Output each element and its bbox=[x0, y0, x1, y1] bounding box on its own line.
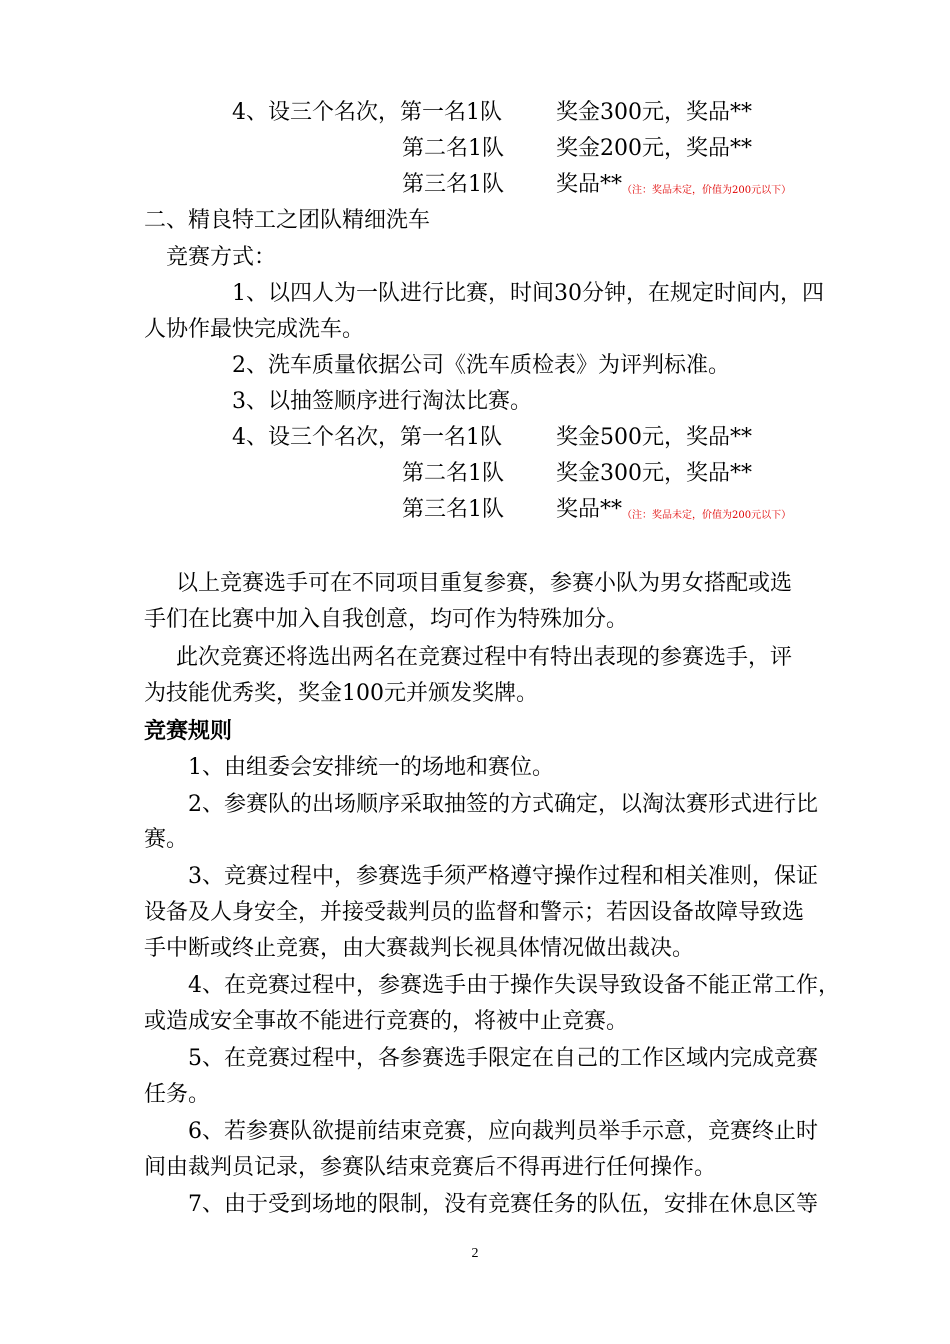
rule-3-c: 手中断或终止竞赛，由大赛裁判长视具体情况做出裁决。 bbox=[144, 936, 695, 961]
prize1-line2: 第二名1队 奖金200元，奖品** bbox=[402, 136, 752, 161]
rule-7-a: 7、由于受到场地的限制，没有竞赛任务的队伍，安排在休息区等 bbox=[188, 1192, 818, 1217]
prize1-line1: 4、设三个名次，第一名1队 奖金300元，奖品** bbox=[232, 100, 752, 125]
item3: 3、以抽签顺序进行淘汰比赛。 bbox=[232, 389, 532, 414]
item1-line-a: 1、以四人为一队进行比赛，时间30分钟，在规定时间内，四 bbox=[232, 281, 824, 306]
prize-note: （注：奖品未定，价值为200元以下） bbox=[622, 185, 792, 196]
rules-heading: 竞赛规则 bbox=[144, 718, 233, 744]
rule-3-a: 3、竞赛过程中，参赛选手须严格遵守操作过程和相关准则，保证 bbox=[188, 864, 818, 889]
rule-5-a: 5、在竞赛过程中，各参赛选手限定在自己的工作区域内完成竞赛 bbox=[188, 1046, 818, 1071]
item2: 2、洗车质量依据公司《洗车质检表》为评判标准。 bbox=[232, 353, 730, 378]
bonus-p2-a: 此次竞赛还将选出两名在竞赛过程中有特出表现的参赛选手，评 bbox=[176, 645, 793, 670]
page-number: 2 bbox=[471, 1246, 479, 1261]
rule-1: 1、由组委会安排统一的场地和赛位。 bbox=[188, 755, 554, 780]
rule-5-b: 任务。 bbox=[144, 1082, 211, 1107]
rule-6-b: 间由裁判员记录，参赛队结束竞赛后不得再进行任何操作。 bbox=[144, 1155, 717, 1180]
prize2-line1: 4、设三个名次，第一名1队 奖金500元，奖品** bbox=[232, 425, 752, 450]
prize2-line2: 第二名1队 奖金300元，奖品** bbox=[402, 461, 752, 486]
rule-2-b: 赛。 bbox=[144, 827, 189, 852]
method-label: 竞赛方式： bbox=[166, 245, 277, 270]
rule-6-a: 6、若参赛队欲提前结束竞赛，应向裁判员举手示意，竞赛终止时 bbox=[188, 1119, 818, 1144]
rule-4-b: 或造成安全事故不能进行竞赛的，将被中止竞赛。 bbox=[144, 1009, 629, 1034]
prize2-line3: 第三名1队 奖品**（注：奖品未定，价值为200元以下） bbox=[402, 497, 792, 522]
bonus-p1-b: 手们在比赛中加入自我创意，均可作为特殊加分。 bbox=[144, 607, 629, 632]
rule-3-b: 设备及人身安全，并接受裁判员的监督和警示；若因设备故障导致选 bbox=[144, 900, 805, 925]
item1-line-b: 人协作最快完成洗车。 bbox=[144, 317, 365, 342]
bonus-p2-b: 为技能优秀奖，奖金100元并颁发奖牌。 bbox=[144, 681, 538, 706]
bonus-p1-a: 以上竞赛选手可在不同项目重复参赛，参赛小队为男女搭配或选 bbox=[176, 571, 793, 596]
rule-2-a: 2、参赛队的出场顺序采取抽签的方式确定，以淘汰赛形式进行比 bbox=[188, 792, 818, 817]
section2-title: 二、精良特工之团队精细洗车 bbox=[144, 208, 431, 233]
rule-4-a: 4、在竞赛过程中，参赛选手由于操作失误导致设备不能正常工作， bbox=[188, 973, 840, 998]
prize-note: （注：奖品未定，价值为200元以下） bbox=[622, 510, 792, 521]
prize1-line3: 第三名1队 奖品**（注：奖品未定，价值为200元以下） bbox=[402, 172, 792, 197]
